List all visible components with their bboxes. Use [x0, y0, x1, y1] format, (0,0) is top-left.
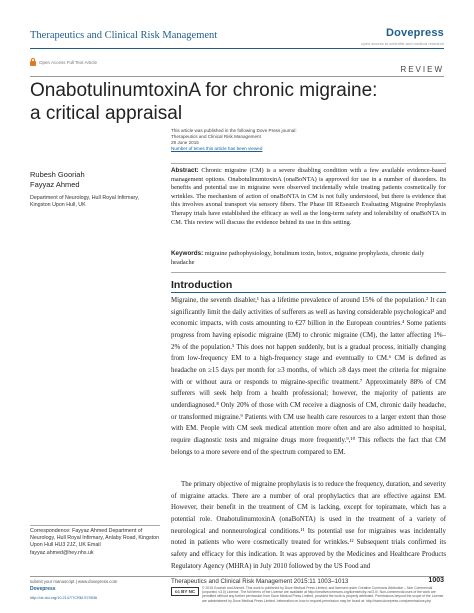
footer-divider — [30, 576, 444, 577]
title-line-2: a critical appraisal — [30, 103, 183, 124]
doi-link[interactable]: http://dx.doi.org/10.2147/TCRM.S79536 — [30, 596, 98, 600]
open-access-label: Open Access Full Text Article — [39, 59, 97, 65]
article-type: REVIEW — [400, 65, 444, 74]
page-number: 1003 — [428, 577, 444, 584]
author-affiliation: Department of Neurology, Hull Royal Infirmary, Kingston Upon Hull, UK — [30, 195, 140, 209]
submit-manuscript-link[interactable]: submit your manuscript | www.dovepress.com — [30, 579, 118, 584]
abstract-text: Chronic migraine (CM) is a severe disabling condition with a few available evidence-based management options. OnabotulinumtoxinA (onaBoNTA) is approved for use in a number of disorders. Its benefits and potential use in migraine were observed incidentally while treating patients cosmetically for wrinkles. The mechanism of action of onaBoNTA in CM is not fully understood, but there is evidence that this involves axonal transport via sensory fibers. The Phase III REsearch Evaluating Migraine Prophylaxis Therapy trials have established the efficacy as well as the long-term safety and tolerability of onaBoNTA in CM. This review will discuss the evidence behind its use in this setting. — [171, 167, 447, 226]
footer-citation: Therapeutics and Clinical Risk Management 2015:11 1003–1013 — [171, 578, 349, 585]
section-rule — [171, 292, 446, 293]
body-paragraph-2: The primary objective of migraine prophylaxis is to reduce the frequency, duration, and severity of migraine attacks. There are a number of oral prophylactics that are effective against EM. However, their benefit in the treatment of CM is lacking, except for topiramate, which has a potential role. OnabotulinumtoxinA (onaBoNTA) is used in the treatment of a variety of neurological and nonneurological conditions.¹¹ Its potential use for migraines was incidentally noted in patients who were cosmetically treated for wrinkles.¹² Subsequent trials confirmed its safety and efficacy for this indication. It was approved by the Medicines and Healthcare Products Regulatory Agency (MHRA) in July 2010 followed by the US Food and — [171, 481, 446, 570]
keywords-text: migraine pathophysiology, botulinum toxin, botox, migraine prophylaxis, chronic daily headache — [171, 250, 425, 266]
cc-license-icon[interactable]: cc BY NC — [171, 587, 199, 596]
body-paragraph-1: Migraine, the seventh disabler,¹ has a lifetime prevalence of around 15% of the population.² It can significantly limit the daily activities of sufferers as well as having considerable psychological³ and economic impacts, with costs amounting to €27 billion in the European countries.⁴ Some patients progress from having episodic migraine (EM) to chronic migraine (CM), the latter affecting 1%–2% of the population.⁵ This does not happen suddenly, but is a gradual process, initially changing from low-frequency EM to a high-frequency stage and eventually to CM.⁶ CM is defined as headache on ≥15 days per month for ≥3 months, of which ≥8 days meet the criteria for migraine with or without aura or responds to migraine-specific treatment.⁷ Approximately 88% of CM sufferers will seek help from a health professional; however, the majority of patients are underdiagnosed.⁸ Only 20% of those with CM receive a diagnosis of CM, chronic daily headache, or transformed migraine.⁹ Patients with CM use health care resources to a larger extent than those with EM. People with CM seek medical attention more often and are also admitted to hospital, require diagnostic tests and migraine drugs more frequently.⁹,¹⁰ This reflects the fact that CM belongs to a more severe end of the spectrum compared to EM. — [171, 297, 446, 456]
correspondence-rule — [30, 525, 160, 526]
section-heading: Introduction — [171, 279, 233, 291]
abstract — [171, 167, 446, 227]
publication-info — [171, 128, 297, 152]
keywords — [171, 250, 446, 267]
correspondence: Correspondence: Fayyaz Ahmed Department of Neurology, Hull Royal Infirmary, Anlaby Road, Kingston Upon Hull HU3 2JZ, UK Email fayyaz.ahmed@hey.nhs.uk — [30, 528, 160, 556]
copyright-notice: © 2015 Gooriah and Ahmed. This work is published by Dove Medical Press Limited, and licensed under Creative Commons Attribution – Non Commercial (unported, v3.0) License. The full terms of the License are available at http://creativecommons.org/licenses/by-nc/3.0/. Non-commercial uses of the work are permitted without any further permission from Dove Medical Press Limited, provided the work is properly attributed. Permissions beyond the scope of the License are administered by Dove Medical Press Limited. Information on how to request permission may be found at: http://www.dovepress.com/permissions.php — [202, 586, 444, 603]
author-name: Fayyaz Ahmed — [30, 180, 80, 189]
title-divider — [30, 76, 444, 77]
journal-name[interactable]: Therapeutics and Clinical Risk Management — [30, 30, 218, 41]
article-title — [30, 79, 450, 125]
views-link[interactable]: Number of times this article has been viewed — [171, 146, 263, 151]
lock-icon — [30, 58, 36, 66]
title-line-1: OnabotulinumtoxinA for chronic migraine: — [30, 80, 378, 101]
footer-publisher-logo[interactable]: Dovepress — [30, 586, 56, 592]
author-name: Rubesh Gooriah — [30, 170, 85, 179]
publisher-logo[interactable]: Dovepress — [385, 27, 444, 39]
abstract-label: Abstract: — [171, 167, 199, 174]
header-divider — [30, 48, 444, 49]
abstract-top-rule — [171, 163, 446, 164]
pubinfo-line-1: This article was published in the following Dove Press journal: — [171, 128, 297, 133]
open-access-badge — [30, 58, 97, 66]
abstract-bottom-rule — [171, 272, 446, 273]
publisher-tagline: open access to scientific and medical research — [361, 41, 444, 46]
keywords-label: Keywords: — [171, 250, 204, 257]
pubinfo-journal: Therapeutics and Clinical Risk Management — [171, 134, 261, 139]
pubinfo-date: 29 June 2015 — [171, 140, 199, 145]
